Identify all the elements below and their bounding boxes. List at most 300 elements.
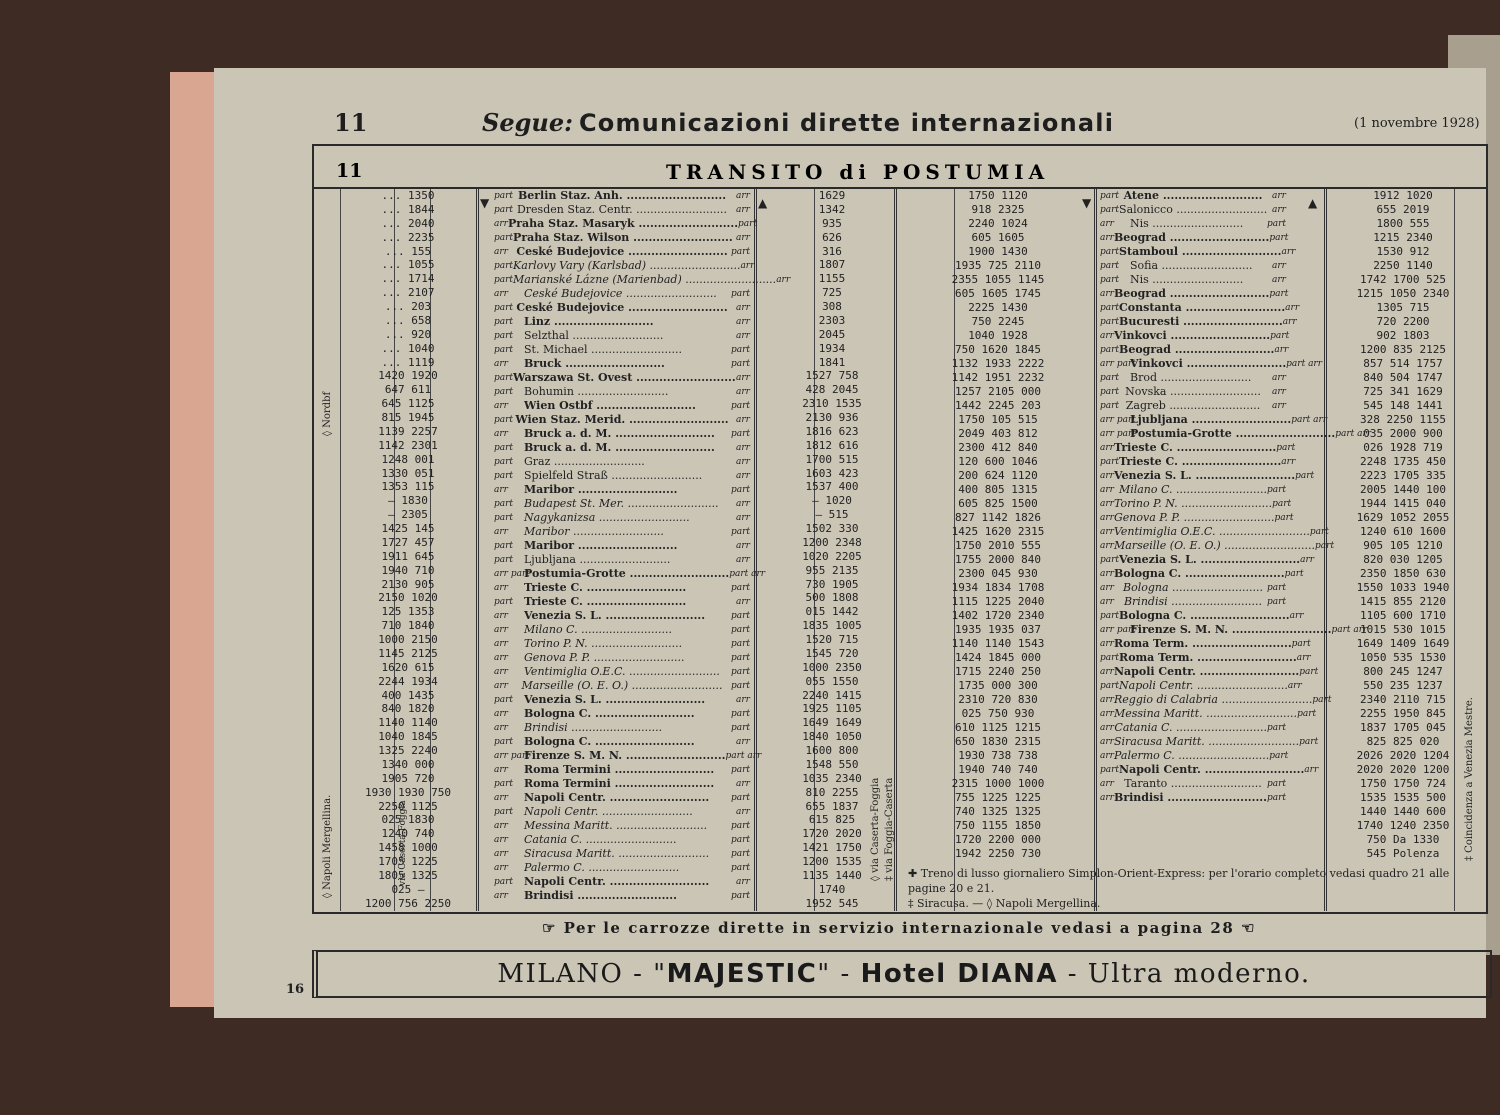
station-row [494, 847, 750, 861]
station-row [494, 777, 750, 791]
time-row: 827 1142 1826 [954, 511, 1042, 524]
time-row: 1257 2105 000 [954, 385, 1042, 398]
dir-label: arr [736, 541, 750, 551]
dir-label: arr [1272, 401, 1286, 411]
time-row: 1629 [818, 189, 846, 202]
up-arrow-icon: ▲ [1308, 196, 1318, 210]
time-row: 647 611 [384, 383, 432, 397]
station-name: Ceské Budejovice .......................... [516, 301, 728, 314]
dir-label: arr [494, 723, 508, 733]
dir-label: part [1295, 471, 1315, 481]
time-row: 1925 1105 [802, 702, 862, 716]
station-name: Roma Termini .......................... [524, 777, 715, 790]
dir-label: part [1291, 639, 1311, 649]
station-name: Trieste C. .......................... [524, 595, 687, 608]
station-name: Budapest St. Mer. .......................... [524, 497, 719, 510]
dir-label: part [1100, 653, 1120, 663]
time-row: ... 1714 [381, 272, 435, 286]
station-row [1100, 343, 1289, 357]
dir-label: arr part [1100, 625, 1136, 635]
station-name: Napoli Centr. .......................... [1119, 763, 1305, 776]
dir-label: part [1272, 499, 1292, 509]
time-row: 1727 457 [381, 535, 435, 549]
time-row: 328 2250 1155 [1359, 413, 1447, 426]
dir-label: arr [1100, 541, 1114, 551]
time-row: 1812 616 [805, 438, 859, 452]
dir-label: arr [494, 611, 508, 621]
dir-label: arr [736, 205, 750, 215]
dir-label: part [1269, 233, 1289, 243]
dir-label: part [1100, 387, 1120, 397]
station-row [494, 385, 750, 399]
carriage-notice: ☞ Per le carrozze dirette in servizio internazionale vedasi a pagina 28 ☜ [542, 919, 1256, 937]
station-name: Torino P. N. .......................... [1113, 497, 1273, 510]
dir-label: arr [494, 709, 508, 719]
dir-label: part [1266, 793, 1286, 803]
time-row: 1550 1033 1940 [1356, 581, 1450, 594]
station-name: Postumia-Grotte .......................... [524, 567, 730, 580]
time-row: ... 2107 [381, 286, 435, 300]
col-rule [754, 189, 757, 911]
station-name: Sofia .......................... [1130, 259, 1253, 272]
dir-label: arr [1100, 527, 1114, 537]
dir-label: part [494, 205, 514, 215]
dir-label: part [494, 555, 514, 565]
dir-label: arr [736, 471, 750, 481]
station-name: Bruck a. d. M. .......................... [524, 427, 715, 440]
time-row: 1905 720 [381, 771, 435, 785]
time-row: 1545 720 [805, 646, 859, 660]
station-name: Bologna C. .......................... [524, 735, 695, 748]
station-name: Brindisi .......................... [1114, 791, 1267, 804]
dir-label: arr [736, 373, 750, 383]
dir-label: part [1266, 219, 1286, 229]
time-row: 055 1550 [805, 674, 859, 688]
time-row: 2315 1000 1000 [951, 777, 1045, 790]
dir-label: arr [1287, 681, 1302, 691]
time-row: 1740 [818, 882, 846, 896]
time-row: 1911 645 [381, 549, 435, 563]
station-name: Messina Maritt. .......................... [1113, 707, 1298, 720]
dir-label: arr [494, 863, 508, 873]
station-row [1100, 497, 1292, 511]
time-row: 1700 515 [805, 452, 859, 466]
dir-label: part [1100, 247, 1120, 257]
station-row [494, 259, 755, 273]
dir-label: arr [776, 275, 791, 285]
dir-label: arr [494, 821, 508, 831]
station-name: Trieste C. .......................... [1119, 455, 1282, 468]
time-row: 905 105 1210 [1363, 539, 1443, 552]
time-row: 1750 1120 [968, 189, 1028, 202]
dir-label: part [494, 877, 514, 887]
time-row: 720 2200 [1376, 315, 1430, 328]
station-row [1100, 777, 1286, 791]
time-row: 750 Da 1330 [1366, 833, 1440, 846]
time-row: 750 1155 1850 [954, 819, 1042, 832]
dir-label: arr [494, 527, 508, 537]
station-name: Roma Term. .......................... [1113, 637, 1292, 650]
time-row: 545 148 1441 [1363, 399, 1443, 412]
time-row: 2300 045 930 [958, 567, 1038, 580]
time-row: 545 Polenza [1366, 847, 1440, 860]
time-row: 2355 1055 1145 [951, 273, 1045, 286]
station-row [494, 427, 750, 441]
station-row [1100, 357, 1323, 371]
time-row: 1305 715 [1376, 301, 1430, 314]
dir-label: part [730, 891, 750, 901]
dir-label: part [730, 863, 750, 873]
station-name: Beograd .......................... [1119, 343, 1275, 356]
station-row [494, 497, 750, 511]
dir-label: part [730, 247, 750, 257]
dir-label: part [1266, 485, 1286, 495]
dir-label: part [730, 289, 750, 299]
station-row [1100, 763, 1319, 777]
up-arrow-icon: ▲ [758, 196, 768, 210]
footnote-2: ‡ Siracusa. — ◊ Napoli Mergellina. [908, 897, 1101, 910]
dir-label: arr [736, 513, 750, 523]
dir-label: part [494, 317, 514, 327]
dir-label: part [730, 625, 750, 635]
station-row [1100, 623, 1368, 637]
station-row [494, 357, 750, 371]
time-row: 1755 2000 840 [954, 553, 1042, 566]
time-row: 1837 1705 045 [1359, 721, 1447, 734]
dir-label: part [494, 695, 514, 705]
dir-label: part [1100, 261, 1120, 271]
dir-label: part [1100, 555, 1120, 565]
time-row: 1442 2245 203 [954, 399, 1042, 412]
time-row: 1750 105 515 [958, 413, 1038, 426]
ad-city: MILANO [497, 959, 624, 989]
station-row [1100, 735, 1319, 749]
dir-label: arr [494, 667, 508, 677]
dir-label: arr part [494, 569, 530, 579]
dir-label: arr [1100, 331, 1114, 341]
time-row: 1248 001 [381, 452, 435, 466]
dir-label: arr [1100, 485, 1114, 495]
header-title [482, 108, 1114, 137]
dir-label: part [1315, 541, 1335, 551]
station-name: Postumia-Grotte .......................... [1130, 427, 1336, 440]
dir-label: arr [1100, 667, 1114, 677]
dir-label: arr [736, 415, 750, 425]
dir-label: part [1284, 569, 1304, 579]
time-row: 800 245 1247 [1363, 665, 1443, 678]
time-row: 1649 1409 1649 [1356, 637, 1450, 650]
time-row: 710 1840 [381, 619, 435, 633]
station-name: Wien Staz. Merid. .......................... [515, 413, 729, 426]
time-row: 1240 610 1600 [1359, 525, 1447, 538]
dir-label: arr [1304, 765, 1319, 775]
station-name: Milano C. .......................... [1118, 483, 1267, 496]
dir-label: part [494, 373, 514, 383]
station-row [494, 483, 750, 497]
time-row: 1342 [818, 202, 846, 216]
dir-label: part [494, 443, 514, 453]
station-name: Vinkovci .......................... [1130, 357, 1287, 370]
dir-label: part [494, 387, 514, 397]
station-row [1100, 693, 1332, 707]
table-number: 11 [336, 160, 363, 182]
station-name: Venezia S. L. .......................... [524, 609, 706, 622]
dir-label: arr [1285, 303, 1300, 313]
ad-hotel-diana: Hotel DIANA [860, 959, 1058, 989]
title-rule [314, 187, 1486, 189]
station-row [1100, 427, 1372, 441]
time-row: ... 2040 [381, 216, 435, 230]
station-name: Graz .......................... [524, 455, 645, 468]
station-name: Napoli Centr. .......................... [524, 805, 693, 818]
dir-label: part [730, 359, 750, 369]
ad-quote: " - [817, 959, 851, 989]
time-row: ... 1844 [381, 202, 435, 216]
station-row [1100, 595, 1286, 609]
station-row [1100, 525, 1329, 539]
time-row: 1840 1050 [802, 730, 862, 744]
time-row: 1715 2240 250 [954, 665, 1042, 678]
station-row [494, 371, 750, 385]
station-name: Ljubljana .......................... [1130, 413, 1292, 426]
dir-label: arr [494, 835, 508, 845]
time-row: 026 1928 719 [1363, 441, 1443, 454]
time-row: ... 1040 [381, 341, 435, 355]
dir-label: part [730, 345, 750, 355]
dir-label: arr [1272, 191, 1286, 201]
dir-label: part arr [1331, 625, 1368, 635]
time-row: 1537 400 [805, 480, 859, 494]
time-row: 1240 740 [381, 827, 435, 841]
dir-label: part [1269, 289, 1289, 299]
station-row [494, 651, 750, 665]
time-row: 1527 758 [805, 369, 859, 383]
time-row: 1548 550 [805, 757, 859, 771]
station-name: Palermo C. .......................... [524, 861, 680, 874]
station-row [1100, 721, 1286, 735]
time-row: 615 825 [808, 813, 856, 827]
dir-label: arr part [1100, 415, 1136, 425]
dir-label: arr [736, 779, 750, 789]
dir-label: arr [1100, 737, 1114, 747]
time-row: 655 1837 [805, 799, 859, 813]
dir-label: part [494, 597, 514, 607]
time-row: 1750 2010 555 [954, 539, 1042, 552]
dir-label: part [730, 709, 750, 719]
dir-label: arr [494, 359, 508, 369]
station-row [494, 455, 750, 469]
station-row [1100, 609, 1304, 623]
time-row: 1935 725 2110 [954, 259, 1042, 272]
time-row: 740 1325 1325 [954, 805, 1042, 818]
time-row: 1942 2250 730 [954, 847, 1042, 860]
time-row: — 1020 [812, 494, 852, 508]
time-row: 1705 1225 [378, 855, 438, 868]
header-prefix: Segue: [482, 108, 573, 137]
down-arrow-icon: ▼ [1082, 196, 1092, 210]
station-row [494, 287, 750, 301]
time-row: 1000 2350 [802, 660, 862, 674]
station-row [1100, 707, 1317, 721]
time-row: 1415 855 2120 [1359, 595, 1447, 608]
time-row: 810 2255 [805, 785, 859, 799]
dir-label: arr [736, 387, 750, 397]
station-name: Maribor .......................... [524, 483, 678, 496]
station-row [494, 819, 750, 833]
time-row: 605 1605 1745 [954, 287, 1042, 300]
station-row [494, 217, 758, 231]
dir-label: part [1100, 317, 1120, 327]
dir-label: part [494, 737, 514, 747]
time-row: 1629 1052 2055 [1356, 511, 1450, 524]
station-name: Berlin Staz. Anh. .......................... [517, 189, 727, 202]
time-row: 400 1435 [381, 688, 435, 702]
station-row [1100, 791, 1286, 805]
station-row [1100, 217, 1286, 231]
station-row [494, 553, 750, 567]
station-row [1100, 679, 1302, 693]
station-row [494, 567, 766, 581]
station-row [1100, 399, 1286, 413]
station-row [1100, 301, 1300, 315]
station-name: Salonicco .......................... [1119, 203, 1268, 216]
time-row: 308 [822, 300, 842, 313]
station-row [494, 609, 750, 623]
time-row: — 2305 [388, 508, 428, 522]
time-row: 2248 1735 450 [1359, 455, 1447, 468]
dir-label: part [1309, 527, 1329, 537]
down-arrow-icon: ▼ [480, 196, 490, 210]
station-row [494, 441, 750, 455]
station-name: Bologna C. .......................... [524, 707, 695, 720]
station-row [1100, 469, 1315, 483]
time-row: 2310 1535 [802, 397, 862, 411]
dir-label: arr [494, 849, 508, 859]
station-name: Napoli Centr. .......................... [1113, 665, 1300, 678]
station-name: Roma Term. .......................... [1119, 651, 1297, 664]
dir-label: part [494, 499, 514, 509]
dir-label: part [494, 415, 514, 425]
dir-label: part [494, 261, 514, 271]
dir-label: part [494, 331, 514, 341]
station-row [1100, 511, 1294, 525]
station-row [1100, 273, 1286, 287]
dir-label: arr [1289, 611, 1304, 621]
time-row: 2130 936 [805, 411, 859, 424]
dir-label: arr [1100, 597, 1114, 607]
station-row [494, 735, 750, 749]
dir-label: arr [1100, 233, 1114, 243]
time-row: 1620 615 [381, 660, 435, 674]
station-name: Bologna .......................... [1123, 581, 1263, 594]
station-row [1100, 553, 1315, 567]
time-row: 1841 [818, 355, 846, 369]
time-row: 1935 1935 037 [954, 623, 1042, 636]
time-row: 1215 2340 [1373, 231, 1433, 244]
station-name: Vinkovci .......................... [1113, 329, 1271, 342]
time-row: 2255 1950 845 [1359, 707, 1447, 720]
time-row: 400 805 1315 [958, 483, 1038, 496]
station-row [1100, 385, 1286, 399]
dir-label: part [1100, 457, 1120, 467]
footnote-1: ✚ Treno di lusso giornaliero Simplon-Orient-Express: per l'orario completo vedasi quadro 21 alle pagine 20 e 21. [908, 867, 1450, 895]
time-row: 1424 1845 000 [954, 651, 1042, 664]
dir-label: part [738, 219, 758, 229]
dir-label: part arr [1335, 429, 1372, 439]
station-name: Praha Staz. Masaryk .......................... [507, 217, 739, 230]
time-row: 1934 1834 1708 [951, 581, 1045, 594]
dir-label: part [1297, 709, 1317, 719]
dir-label: arr [736, 191, 750, 201]
station-name: Ventimiglia O.E.C. .......................... [1113, 525, 1310, 538]
station-name: Zagreb .......................... [1125, 399, 1261, 412]
time-row: 650 1830 2315 [954, 735, 1042, 748]
header-title-text: Comunicazioni dirette internazionali [578, 109, 1115, 137]
dir-label: part [730, 849, 750, 859]
dir-label: part [494, 275, 514, 285]
time-row: — 515 [815, 508, 849, 522]
col-rule [476, 189, 479, 911]
dir-label: arr [1100, 499, 1114, 509]
station-name: Venezia S. L. .......................... [1113, 469, 1296, 482]
time-row: 1132 1933 2222 [951, 357, 1045, 370]
station-name: Napoli Centr. .......................... [1119, 679, 1288, 692]
dir-label: arr [736, 303, 750, 313]
station-name: Dresden Staz. Centr. .......................... [516, 203, 728, 216]
time-row: 2045 [818, 327, 846, 341]
station-row [494, 637, 750, 651]
time-row: 316 [822, 244, 842, 258]
dir-label: arr [494, 219, 508, 229]
station-row [494, 833, 750, 847]
time-row: 1940 710 [381, 563, 435, 577]
dir-label: part [1269, 751, 1289, 761]
time-row: 955 2135 [805, 563, 859, 577]
dir-label: arr [1282, 317, 1297, 327]
station-row [494, 399, 750, 413]
time-row: 1520 715 [805, 633, 859, 646]
time-row: 1015 530 1015 [1359, 623, 1447, 636]
page-number: 16 [286, 982, 305, 997]
time-row: 1603 423 [805, 466, 859, 480]
time-row: 1930 738 738 [958, 749, 1038, 762]
station-name: Bologna C. .......................... [1113, 567, 1285, 580]
station-name: Maribor .......................... [524, 525, 664, 538]
time-row: 1900 1430 [968, 245, 1028, 258]
station-row [494, 301, 750, 315]
station-row [494, 203, 750, 217]
time-row: ... 1055 [381, 258, 435, 272]
station-row [1100, 749, 1289, 763]
time-row: 125 1353 [381, 605, 435, 619]
via-caserta-foggia-label: ◊ via Caserta-Foggia [870, 777, 881, 881]
dir-label: part [494, 303, 514, 313]
time-row: 2020 2020 1200 [1356, 763, 1450, 776]
time-row: 610 1125 1215 [954, 721, 1042, 734]
dir-label: part [494, 345, 514, 355]
dir-label: arr [1300, 555, 1315, 565]
station-row [494, 707, 750, 721]
dir-label: part [1100, 303, 1120, 313]
dir-label: part [730, 653, 750, 663]
station-row [494, 511, 750, 525]
station-row [494, 679, 750, 693]
station-row [494, 861, 750, 875]
time-row: 750 1620 1845 [954, 343, 1042, 356]
station-row [1100, 231, 1289, 245]
station-name: Wien Ostbf .......................... [524, 399, 696, 412]
dir-label: part [494, 541, 514, 551]
